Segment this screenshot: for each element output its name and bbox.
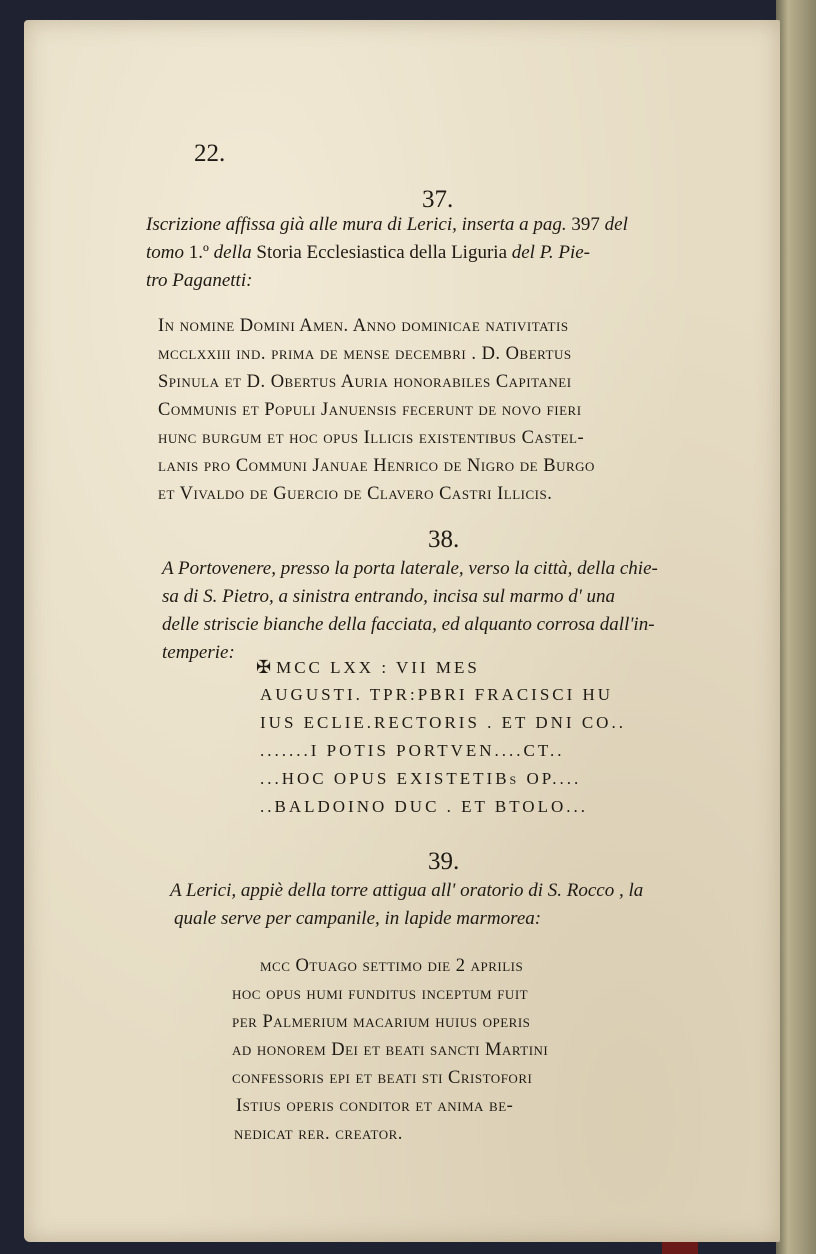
section-38-intro-line: temperie: xyxy=(162,642,235,663)
inscription-37-line: mcclxxiii ind. prima de mense decembri . D. Obertus xyxy=(158,344,572,364)
inscription-39-line: nedicat rer. creator. xyxy=(234,1124,403,1144)
section-38-intro-line: sa di S. Pietro, a sinistra entrando, incisa sul marmo d' una xyxy=(162,586,616,607)
section-number-38: 38. xyxy=(428,526,460,553)
scan-background-edge xyxy=(776,0,816,1254)
section-39-intro-line: quale serve per campanile, in lapide marmorea: xyxy=(174,908,542,929)
book-page xyxy=(24,20,780,1242)
inscription-37-line: hunc burgum et hoc opus Illicis existentibus Castel- xyxy=(158,428,585,448)
page-number: 22. xyxy=(194,140,226,167)
inscription-37-line: et Vivaldo de Guercio de Clavero Castri Illicis. xyxy=(158,484,553,504)
intro-italic: tomo xyxy=(146,242,184,263)
section-37-intro-line-3 xyxy=(146,268,252,294)
cross-icon: ✠ xyxy=(256,657,275,677)
inscription-39-line: per Palmerium macarium huius operis xyxy=(232,1012,531,1032)
intro-italic: del P. Pie- xyxy=(511,242,591,263)
inscription-38-line: .......I POTIS PORTVEN....CT.. xyxy=(260,741,565,760)
inscription-39-line: Istius operis conditor et anima be- xyxy=(236,1096,514,1116)
inscription-39-line: confessoris epi et beati sti Cristofori xyxy=(232,1068,533,1088)
inscription-39-line: mcc Otuago settimo die 2 aprilis xyxy=(260,956,524,976)
section-38-intro-line: A Portovenere, presso la porta laterale, verso la città, della chie- xyxy=(162,558,658,579)
section-number-39: 39. xyxy=(428,848,460,875)
intro-roman: 1.º xyxy=(184,242,214,263)
inscription-37-line: Spinula et D. Obertus Auria honorabiles Capitanei xyxy=(158,372,572,392)
inscription-38-line-1 xyxy=(256,652,480,683)
section-37-intro-line-2 xyxy=(146,240,590,266)
inscription-37-line: lanis pro Communi Januae Henrico de Nigro de Burgo xyxy=(158,456,595,476)
inscription-38-line: ...HOC OPUS EXISTETIBs OP.... xyxy=(260,769,582,788)
section-37-intro-line-1 xyxy=(146,212,628,238)
intro-roman: 397 xyxy=(566,214,605,235)
inscription-38-text: MCC LXX : VII MES xyxy=(276,658,480,677)
inscription-39-line: ad honorem Dei et beati sancti Martini xyxy=(232,1040,549,1060)
inscription-38-line: ..BALDOINO DUC . ET BTOLO... xyxy=(260,797,588,816)
intro-italic: tro Paganetti: xyxy=(146,270,253,291)
inscription-39-line: hoc opus humi funditus inceptum fuit xyxy=(232,984,529,1004)
intro-italic: del xyxy=(604,214,628,235)
section-number-37: 37. xyxy=(422,186,454,213)
intro-roman: Storia Ecclesiastica della Liguria xyxy=(251,242,512,263)
section-38-intro-line: delle striscie bianche della facciata, ed alquanto corrosa dall'in- xyxy=(162,614,655,635)
inscription-38-line: AUGUSTI. TPR:PBRI FRACISCI HU xyxy=(260,685,614,704)
intro-italic: della xyxy=(213,242,252,263)
inscription-37-line: Communis et Populi Januensis fecerunt de novo fieri xyxy=(158,400,582,420)
section-39-intro-line: A Lerici, appiè della torre attigua all' oratorio di S. Rocco , la xyxy=(170,880,644,901)
inscription-37-line: In nomine Domini Amen. Anno dominicae nativitatis xyxy=(158,316,569,336)
intro-italic: Iscrizione affissa già alle mura di Lerici, inserta a pag. xyxy=(146,214,567,235)
inscription-38-line: IUS ECLIE.RECTORIS . ET DNI CO.. xyxy=(260,713,626,732)
